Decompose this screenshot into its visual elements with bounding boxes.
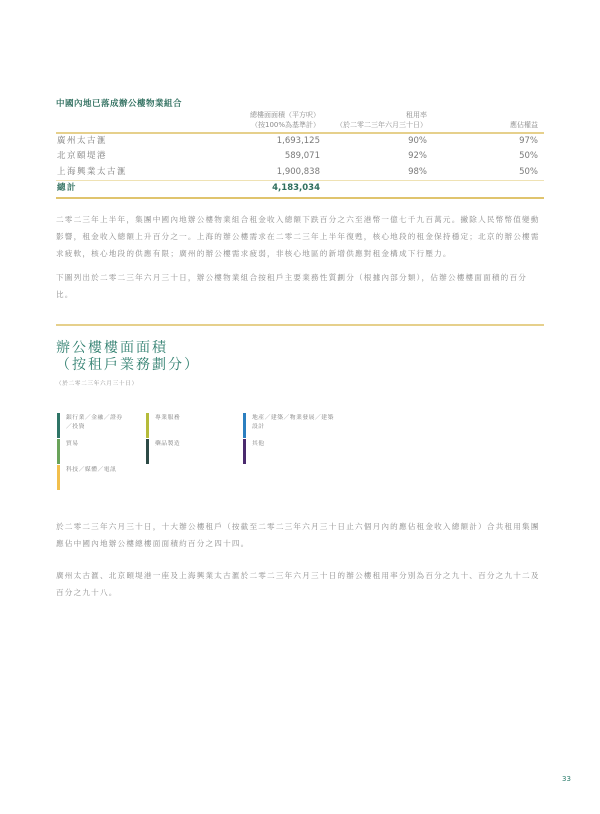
legend-item: 貿易: [57, 439, 147, 465]
legend-swatch: [57, 413, 60, 438]
legend-swatch: [146, 413, 149, 438]
legend-item: 地產／建築／物業發展／建築設計: [243, 413, 333, 439]
table-row: 上海興業太古滙 1,900,838 98% 50%: [57, 166, 538, 177]
legend-swatch: [57, 439, 60, 464]
table-total-row: 總計 4,183,034: [57, 183, 320, 193]
legend-item: 銀行業／金融／證券／投資: [57, 413, 147, 439]
header-occupancy: 租用率 （於二零二三年六月三十日）: [336, 111, 427, 129]
section-divider: [56, 324, 544, 326]
paragraph-rental-income: 二零二三年上半年，集團中國內地辦公樓物業組合租金收入總額下跌百分之六至港幣一億七千九百萬元。撇除人民幣幣值變動影響，租金收入總額上升百分之一。上海的辦公樓需求在二零二三年上半年復甦，核心地段的租金保持穩定；北京的辦公樓需求疲軟，核心地段的供應有限；廣州的辦公樓需求疲弱，非核心地區的新增供應對租金構成下行壓力。: [56, 215, 540, 258]
table-row: 廣州太古滙 1,693,125 90% 97%: [57, 135, 538, 146]
legend-swatch: [243, 413, 246, 438]
divider: [56, 197, 544, 199]
legend-item: 其他: [243, 439, 333, 465]
table-header: [56, 110, 544, 132]
header-gfa: 總樓面面積（平方呎） （按100%為基準計）: [250, 111, 320, 129]
paragraph-chart-intro: 下圖列出於二零二三年六月三十日，辦公樓物業組合按租戶主要業務性質劃分（根據內部分類），佔辦公樓樓面面積的百分比。: [56, 273, 528, 299]
legend-item: 專業服務: [146, 413, 236, 439]
section-title: 辦公樓樓面面積 （按租戶業務劃分）: [56, 340, 200, 373]
office-portfolio-table: [56, 110, 544, 199]
legend-item: 科技／媒體／電訊: [57, 465, 147, 491]
table-row: 北京頤堤港 589,071 92% 50%: [57, 151, 538, 161]
section-subtitle: （於二零二三年六月三十日）: [56, 381, 138, 387]
page-number: 33: [562, 775, 571, 783]
table-title: 中國內地已落成辦公樓物業組合: [56, 99, 183, 109]
legend-swatch: [243, 439, 246, 464]
legend-swatch: [57, 465, 60, 490]
paragraph-occupancy: 廣州太古滙、北京頤堤港一座及上海興業太古滙於二零二三年六月三十日的辦公樓租用率分別為百分之九十、百分之九十二及百分之九十八。: [56, 571, 540, 597]
header-interest: 應佔權益: [510, 121, 538, 129]
legend-item: 藥品製造: [146, 439, 236, 465]
paragraph-top-tenants: 於二零二三年六月三十日，十大辦公樓租戶（按截至二零二三年六月三十日止六個月內的應佔租金收入總額計）合共租用集團應佔中國內地辦公樓總樓面面積約百分之四十四。: [56, 522, 540, 548]
legend-swatch: [146, 439, 149, 464]
